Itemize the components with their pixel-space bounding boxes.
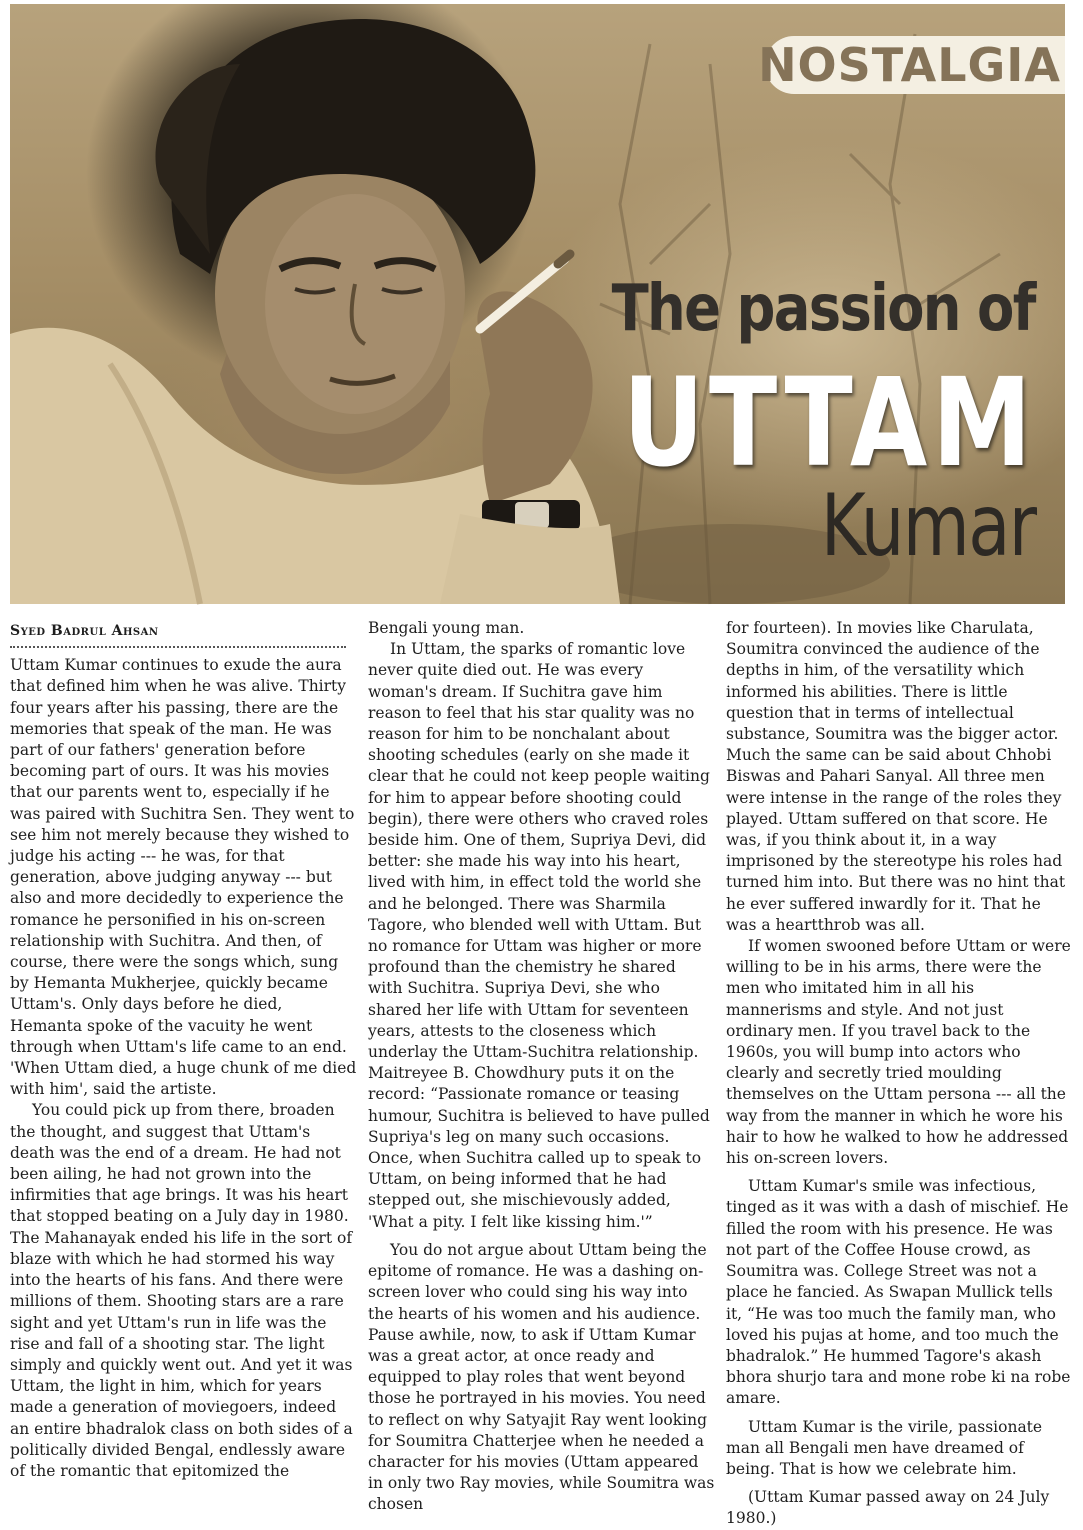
paragraph: You do not argue about Uttam being the epitome of romance. He was a dashing on-screen lover who could sing his way into the hearts of his women and his audience. Pause awhile, now, to ask if Uttam Kumar was a great actor, at once ready and equipped to play roles that went beyond those he portrayed in his movies. You need to reflect on why Satyajit Ray went looking for Soumitra Chatterjee when he needed a character for his movies (Uttam appeared in only two Ray movies, while Soumitra was chosen (368, 1240, 715, 1514)
byline: Syed Badrul Ahsan (10, 623, 159, 639)
paragraph: Uttam Kumar continues to exude the aura that defined him when he was alive. Thirty four years after his passing, there are the memories that speak of the man. He was part of our fathers' generation before becoming part of ours. It was his movies that our parents went to, especially if he was paired with Suchitra Sen. They went to see him not merely because they wished to judge his acting --- he was, for that generation, above judging anyway --- but also and more decidedly to experience the romance he personified in his on-screen relationship with Suchitra. And then, of course, there were the songs which, sung by Hemanta Mukherjee, quickly became Uttam's. Only days before he died, Hemanta spoke of the vacuity he went through when Uttam's life came to an end. 'When Uttam died, a huge chunk of me died with him', said the artiste. (10, 656, 357, 1099)
paragraph: for fourteen). In movies like Charulata, Soumitra convinced the audience of the depths in him, of the versatility which informed his abilities. There is little question that in terms of intellectual substance, Soumitra was the bigger actor. Much the same can be said about Chhobi Biswas and Pahari Sanyal. All three men were intense in the range of the roles they played. Uttam suffered on that score. He was, if you think about it, in a way imprisoned by the stereotype his roles had turned him into. But there was no hint that he ever suffered inwardly for it. That he was a heartthrob was all. (726, 619, 1066, 934)
article-column-2 (368, 618, 715, 1514)
paragraph: You could pick up from there, broaden the thought, and suggest that Uttam's death was the end of a dream. He had not been ailing, he had not grown into the infirmities that age brings. It was his heart that stopped beating on a July day in 1980. The Mahanayak ended his life in the sort of blaze with which he had stormed his way into the hearts of his fans. And there were millions of them. Shooting stars are a rare sight and yet Uttam's run in life was the rise and fall of a shooting star. The light simply and quickly went out. And yet it was Uttam, the light in him, which for years made a generation of moviegoers, indeed an entire bhadralok class on both sides of a politically divided Bengal, endlessly aware of the romantic that epitomized the (10, 1101, 353, 1480)
paragraph: Bengali young man. (368, 619, 525, 637)
headline-line-1: The passion of (611, 272, 1035, 346)
article-column-3 (726, 618, 1073, 1528)
headline-line-2: UTTAM (623, 352, 1037, 494)
paragraph: (Uttam Kumar passed away on 24 July 1980.) (726, 1488, 1050, 1528)
paragraph: Uttam Kumar's smile was infectious, tinged as it was with a dash of mischief. He filled the room with his presence. He was not part of the Coffee House crowd, as Soumitra was. College Street was not a place he fancied. As Swapan Mullick tells it, “He was too much the family man, who loved his pujas at home, and too much the bhadralok.” He hummed Tagore's akash bhora shurjo tara and mone robe ki na robe amare. (726, 1177, 1071, 1408)
article-column-1 (10, 618, 357, 1500)
hero-photo (10, 4, 1065, 604)
section-label: NOSTALGIA (758, 38, 1061, 92)
byline-divider (10, 646, 346, 648)
paragraph: In Uttam, the sparks of romantic love never quite died out. He was every woman's dream. If Suchitra gave him reason to feel that his star quality was no reason for him to be nonchalant about shooting schedules (early on she made it clear that he could not keep people waiting for him to appear before shooting could begin), there were others who craved roles beside him. One of them, Supriya Devi, did better: she made his way into his heart, lived with him, in effect told the world she and he belonged. There was Sharmila Tagore, who blended well with Uttam. But no romance for Uttam was higher or more profound than the chemistry he shared with Suchitra. Supriya Devi, she who shared her life with Uttam for seventeen years, attests to the closeness which underlay the Uttam-Suchitra relationship. Maitreyee B. Chowdhury puts it on the record: “Passionate romance or teasing humour, Suchitra is believed to have pulled Supriya's leg on many such occasions. Once, when Suchitra called up to speak to Uttam, on being informed that he had stepped out, she mischievously added, 'What a pity. I felt like kissing him.'” (368, 640, 710, 1231)
paragraph: If women swooned before Uttam or were willing to be in his arms, there were the men who imitated him in all his mannerisms and style. And not just ordinary men. If you travel back to the 1960s, you will bump into actors who clearly and secretly tried moulding themselves on the Uttam persona --- all the way from the manner in which he wore his hair to how he walked to how he addressed his on-screen lovers. (726, 937, 1071, 1168)
paragraph: Uttam Kumar is the virile, passionate man all Bengali men have dreamed of being. That is how we celebrate him. (726, 1417, 1043, 1478)
headline-line-3: Kumar (820, 476, 1035, 576)
